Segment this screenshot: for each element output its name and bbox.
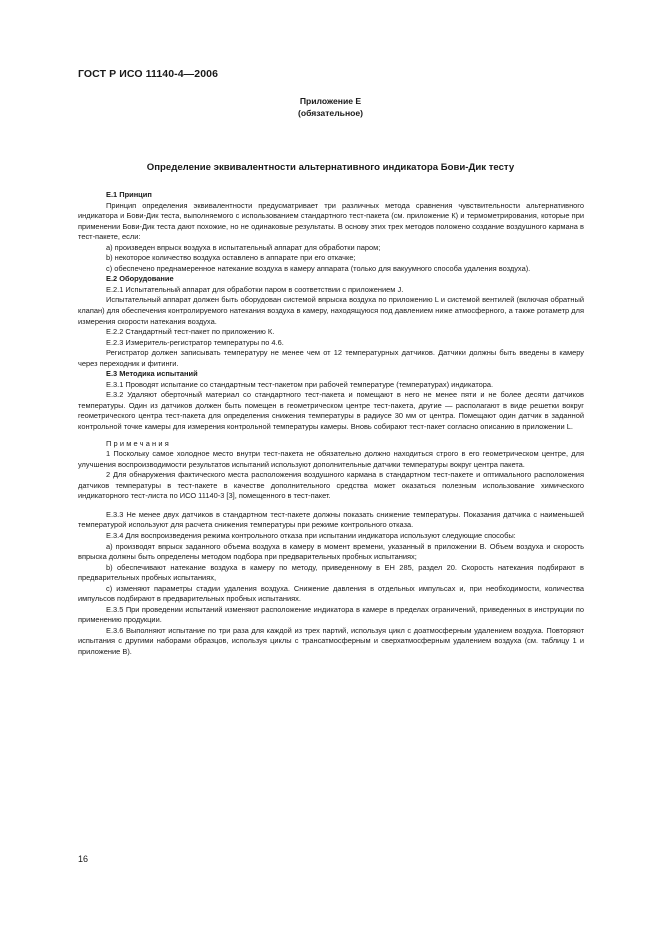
paragraph: Испытательный аппарат должен быть оборудован системой впрыска воздуха по приложению L и системой вентилей (включая обратный клапан) для обеспечения контролируемого натекания воздуха в камеру, находящуюся под давлением ниже атмосферного, а также ротаметр для измерения скорости натекания воздуха. — [78, 295, 584, 326]
paragraph: Е.3.4 Для воспроизведения режима контрольного отказа при испытании индикатора используют следующие способы: — [106, 530, 516, 540]
paragraph: Е.2.3 Измеритель-регистратор температуры по 4.6. — [106, 337, 284, 347]
paragraph: Е.2.2 Стандартный тест-пакет по приложению К. — [106, 327, 275, 337]
document-body — [78, 190, 584, 658]
annex-title: Определение эквивалентности альтернативного индикатора Бови-Дик тесту — [146, 162, 515, 173]
note-item: 2 Для обнаружения фактического места расположения воздушного кармана в стандартном тест-пакете и оптимального расположения датчиков температуры в тест-пакете в качестве дополнительного средства может оказаться полезным использование химического индикаторного тест-листа по ИСО 11140-3 [3], помещенного в тест-пакет. — [78, 470, 584, 501]
paragraph: Принцип определения эквивалентности предусматривает три различных метода сравнения чувствительности альтернативного индикатора и Бови-Дик теста, выполняемого с использованием стандартного тест-пакета (см. приложение К) и термометрирования, которые при применении Бови-Дик теста дают похожие, но не одинаковые результаты. В основу этих трех методов положено создание воздушного кармана в тест-пакете, если: — [78, 200, 584, 242]
section-heading-e1: Е.1 Принцип — [106, 190, 152, 199]
list-item: b) некоторое количество воздуха оставлено в аппарате при его откачке; — [106, 253, 356, 263]
section-heading-e3: Е.3 Методика испытаний — [106, 369, 198, 379]
list-item: c) обеспечено преднамеренное натекание воздуха в камеру аппарата (только для вакуумного способа удаления воздуха). — [106, 263, 531, 273]
list-item: a) произведен впрыск воздуха в испытательный аппарат для обработки паром; — [106, 242, 381, 252]
paragraph: Регистратор должен записывать температуру не менее чем от 12 температурных датчиков. Датчики должны быть введены в камеру через переходник и фитинги. — [78, 348, 584, 368]
notes-heading: Примечания — [106, 438, 171, 448]
section-heading-e2: Е.2 Оборудование — [106, 274, 174, 284]
paragraph: Е.2.1 Испытательный аппарат для обработки паром в соответствии с приложением J. — [106, 284, 404, 294]
paragraph: Е.3.5 При проведении испытаний изменяют расположение индикатора в камере в пределах ограничений, приведенных в инструкции по применению продукции. — [78, 604, 584, 625]
document-header: ГОСТ Р ИСО 11140-4—2006 — [78, 68, 219, 80]
annex-status: (обязательное) — [297, 108, 364, 118]
list-item: c) изменяют параметры стадии удаления воздуха. Снижение давления в отдельных импульсах и, при необходимости, количества импульсов подбирают в предварительных пробных испытаниях. — [78, 583, 584, 604]
paragraph: Е.3.2 Удаляют оберточный материал со стандартного тест-пакета и помещают в него не менее пяти и не более десяти датчиков температуры. Один из датчиков должен быть помещен в геометрическом центре тест-пакета, другие — располагают в виде решетки вокруг геометрического центра тест-пакета для определения снижения температуры в радиусе 30 мм от центра. Помещают один датчик в заданной контрольной точке камеры для измерения контрольной температуры камеры. Вновь собирают тест-пакет согласно описанию в приложении L. — [78, 390, 584, 432]
paragraph: Е.3.3 Не менее двух датчиков в стандартном тест-пакете должны показать снижение температуры. Показания датчика с наименьшей температурой используют для расчета снижения температуры при режиме контрольного отказа. — [78, 509, 584, 530]
paragraph: Е.3.6 Выполняют испытание по три раза для каждой из трех партий, используя цикл с доатмосферным удалением воздуха. Повторяют испытания с другими наборами образцов, используя циклы с трансатмосферным и сверхатмосферным удалением воздуха (см. таблицу 1 и приложение В). — [78, 625, 584, 656]
page-number: 16 — [78, 854, 89, 864]
paragraph: Е.3.1 Проводят испытание со стандартным тест-пакетом при рабочей температуре (температурах) индикатора. — [106, 379, 494, 389]
annex-label: Приложение Е — [299, 96, 362, 106]
list-item: b) обеспечивают натекание воздуха в камеру по методу, приведенному в ЕН 285, раздел 20. Скорость натекания подбирают в предварительных пробных испытаниях, — [78, 562, 584, 583]
note-item: 1 Поскольку самое холодное место внутри тест-пакета не обязательно должно находиться строго в его геометрическом центре, для улучшения воспроизводимости результатов испытаний используют дополнительные датчики температуры вокруг центра пакета. — [78, 449, 584, 469]
list-item: a) производят впрыск заданного объема воздуха в камеру в момент времени, указанный в приложении В. Объем воздуха и скорость впрыска должны быть определены методом подбора при предварительных пробных испытаниях; — [78, 541, 584, 562]
